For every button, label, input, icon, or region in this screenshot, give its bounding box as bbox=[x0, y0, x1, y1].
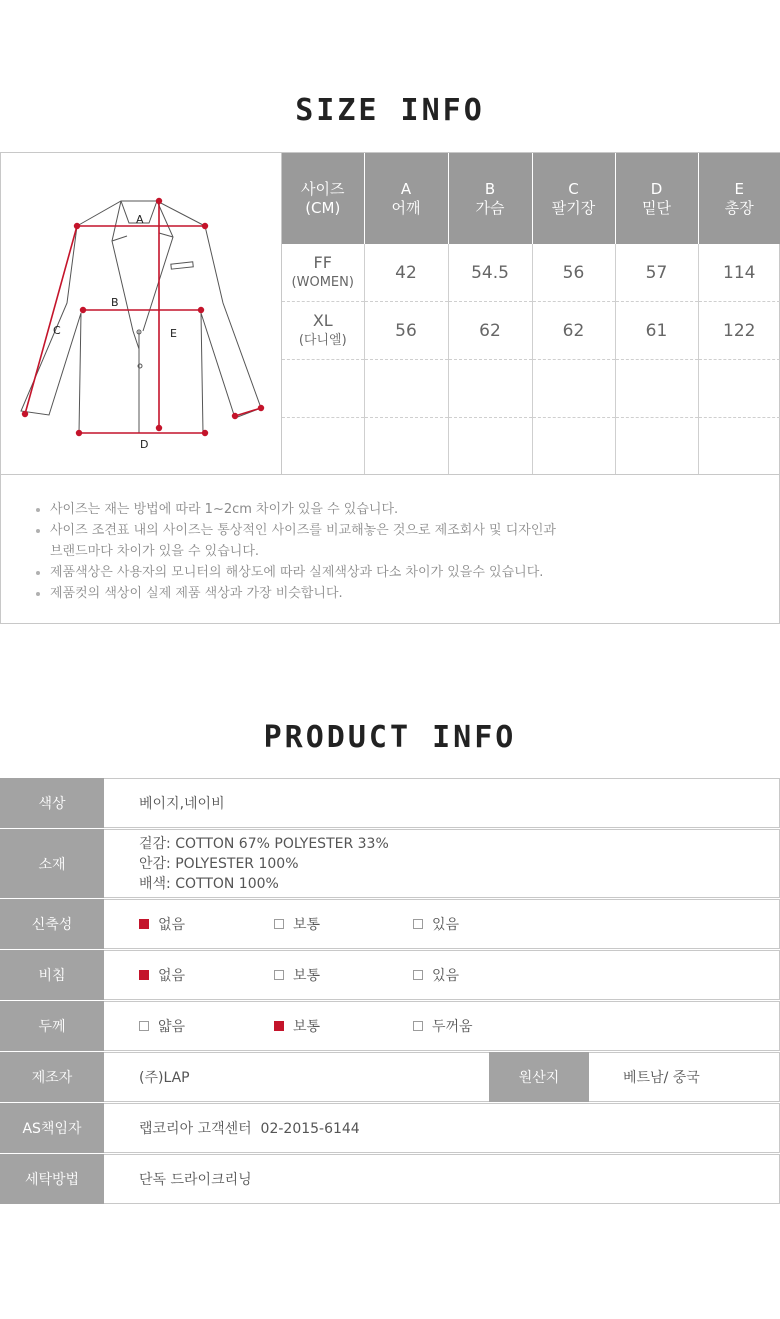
size-cell: XL (다니엘) bbox=[282, 302, 364, 360]
size-table bbox=[282, 153, 780, 475]
checkbox-empty-icon bbox=[413, 1021, 423, 1031]
row-stretch bbox=[0, 898, 780, 949]
diagram-label-b: B bbox=[111, 296, 119, 309]
table-row bbox=[282, 244, 780, 302]
value-cell bbox=[615, 360, 698, 418]
note-item: 사이즈 조견표 내의 사이즈는 통상적인 사이즈를 비교해놓은 것으로 제조회사 및 디자인과 bbox=[50, 520, 779, 541]
size-info-title: SIZE INFO bbox=[295, 93, 485, 128]
product-info-title: PRODUCT INFO bbox=[263, 720, 517, 755]
value-cell bbox=[532, 418, 615, 476]
value-cell bbox=[364, 418, 448, 476]
jacket-measurement-illustration bbox=[1, 153, 281, 475]
product-info-table bbox=[0, 778, 780, 1204]
row-color bbox=[0, 778, 780, 828]
option-thickness-thick: 두꺼움 bbox=[413, 1002, 473, 1050]
label-stretch: 신축성 bbox=[0, 899, 104, 949]
note-item: 제품컷의 색상이 실제 제품 색상과 가장 비슷합니다. bbox=[50, 583, 779, 604]
header-size: 사이즈 (CM) bbox=[282, 153, 364, 244]
header-sleeve: C 팔기장 bbox=[532, 153, 615, 244]
diagram-label-a: A bbox=[136, 213, 144, 226]
value-maker: (주)LAP bbox=[104, 1052, 780, 1102]
value-cell: 62 bbox=[448, 302, 532, 360]
size-cell bbox=[282, 418, 364, 476]
label-sheer: 비침 bbox=[0, 950, 104, 1000]
table-row bbox=[282, 302, 780, 360]
row-thickness bbox=[0, 1000, 780, 1051]
value-cell: 62 bbox=[532, 302, 615, 360]
label-maker: 제조자 bbox=[0, 1052, 104, 1102]
size-table-header bbox=[282, 153, 780, 244]
value-color: 베이지,네이비 bbox=[104, 778, 780, 828]
header-length: E 총장 bbox=[698, 153, 780, 244]
table-row bbox=[282, 360, 780, 418]
value-cell bbox=[364, 360, 448, 418]
value-cell: 57 bbox=[615, 244, 698, 302]
value-thickness bbox=[104, 1001, 780, 1051]
row-washing bbox=[0, 1153, 780, 1204]
value-cell: 122 bbox=[698, 302, 780, 360]
option-stretch-yes: 있음 bbox=[413, 900, 459, 948]
value-sheer bbox=[104, 950, 780, 1000]
option-stretch-none: 없음 bbox=[139, 900, 185, 948]
material-trim: 배색: COTTON 100% bbox=[139, 875, 279, 892]
option-sheer-yes: 있음 bbox=[413, 951, 459, 999]
value-cell: 61 bbox=[615, 302, 698, 360]
value-cell bbox=[532, 360, 615, 418]
value-washing: 단독 드라이크리닝 bbox=[104, 1154, 780, 1204]
option-sheer-normal: 보통 bbox=[274, 951, 320, 999]
label-origin: 원산지 bbox=[489, 1052, 589, 1102]
note-item: 사이즈는 재는 방법에 따라 1~2cm 차이가 있을 수 있습니다. bbox=[50, 499, 779, 520]
value-cell bbox=[698, 360, 780, 418]
value-cell bbox=[615, 418, 698, 476]
checkbox-checked-icon bbox=[139, 970, 149, 980]
value-cell: 56 bbox=[364, 302, 448, 360]
row-as bbox=[0, 1102, 780, 1153]
material-lining: 안감: POLYESTER 100% bbox=[139, 855, 299, 872]
note-item-continued: 브랜드마다 차이가 있을 수 있습니다. bbox=[50, 544, 260, 559]
label-material: 소재 bbox=[0, 829, 104, 898]
checkbox-checked-icon bbox=[274, 1021, 284, 1031]
header-chest: B 가슴 bbox=[448, 153, 532, 244]
header-hem: D 밑단 bbox=[615, 153, 698, 244]
row-maker bbox=[0, 1051, 780, 1102]
value-cell bbox=[448, 360, 532, 418]
label-washing: 세탁방법 bbox=[0, 1154, 104, 1204]
size-cell bbox=[282, 360, 364, 418]
label-thickness: 두께 bbox=[0, 1001, 104, 1051]
header-shoulder: A 어깨 bbox=[364, 153, 448, 244]
material-outer: 겉감: COTTON 67% POLYESTER 33% bbox=[139, 835, 389, 852]
option-thickness-normal: 보통 bbox=[274, 1002, 320, 1050]
value-origin: 베트남/ 중국 bbox=[623, 1070, 700, 1086]
value-cell bbox=[448, 418, 532, 476]
label-as: AS책임자 bbox=[0, 1103, 104, 1153]
option-stretch-normal: 보통 bbox=[274, 900, 320, 948]
value-cell: 54.5 bbox=[448, 244, 532, 302]
checkbox-empty-icon bbox=[413, 919, 423, 929]
row-sheer bbox=[0, 949, 780, 1000]
note-item: 제품색상은 사용자의 모니터의 해상도에 따라 실제색상과 다소 차이가 있을수 있습니다. bbox=[50, 562, 779, 583]
value-cell: 114 bbox=[698, 244, 780, 302]
size-info-panel bbox=[0, 152, 780, 475]
size-notes bbox=[0, 474, 780, 624]
option-thickness-thin: 얇음 bbox=[139, 1002, 185, 1050]
table-row bbox=[282, 418, 780, 476]
label-color: 색상 bbox=[0, 778, 104, 828]
value-as: 랩코리아 고객센터 02-2015-6144 bbox=[104, 1103, 780, 1153]
value-stretch bbox=[104, 899, 780, 949]
value-cell bbox=[698, 418, 780, 476]
value-cell: 56 bbox=[532, 244, 615, 302]
value-material bbox=[104, 829, 780, 898]
diagram-label-e: E bbox=[170, 327, 177, 340]
checkbox-empty-icon bbox=[274, 919, 284, 929]
size-cell: FF (WOMEN) bbox=[282, 244, 364, 302]
diagram-label-d: D bbox=[140, 438, 149, 451]
checkbox-empty-icon bbox=[274, 970, 284, 980]
diagram-label-c: C bbox=[53, 324, 61, 337]
checkbox-empty-icon bbox=[413, 970, 423, 980]
value-cell: 42 bbox=[364, 244, 448, 302]
row-material bbox=[0, 828, 780, 898]
option-sheer-none: 없음 bbox=[139, 951, 185, 999]
checkbox-empty-icon bbox=[139, 1021, 149, 1031]
checkbox-checked-icon bbox=[139, 919, 149, 929]
jacket-diagram bbox=[1, 153, 282, 475]
